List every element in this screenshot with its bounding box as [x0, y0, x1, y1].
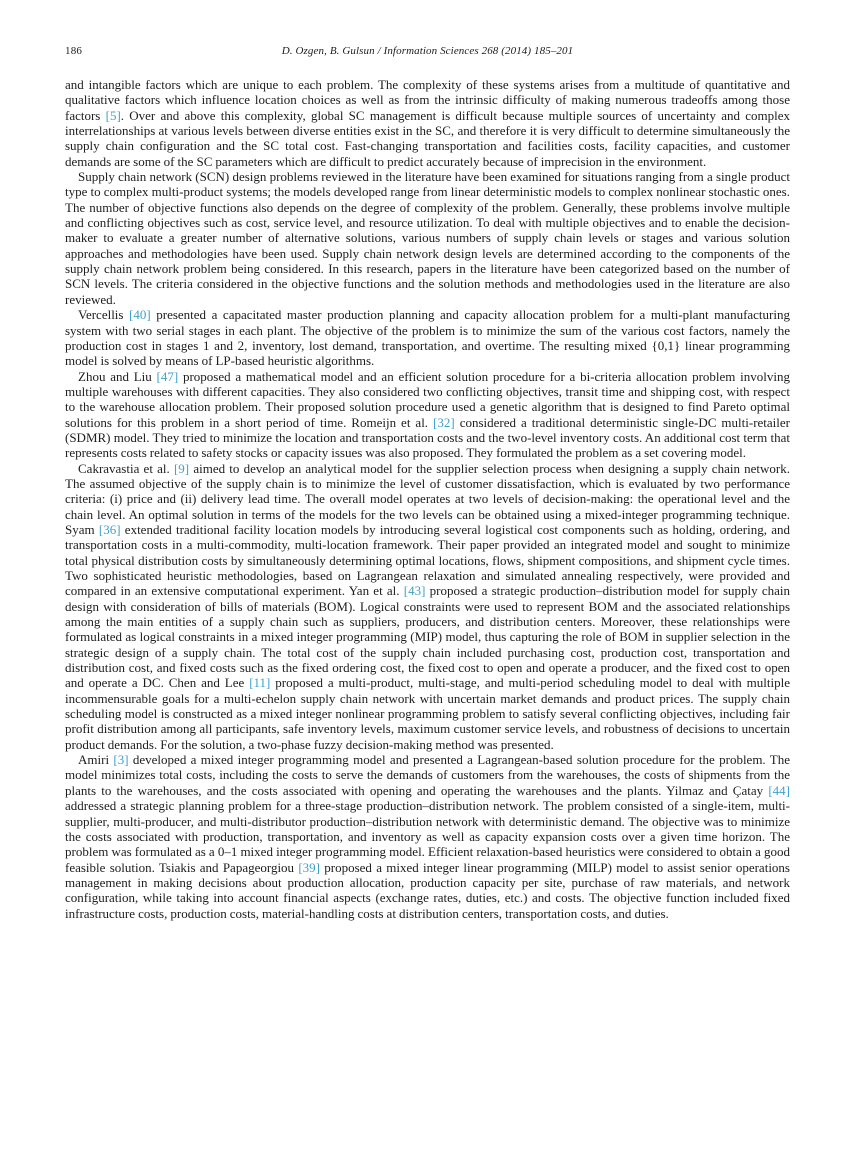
body-text: Amiri	[78, 752, 114, 768]
citation-link[interactable]: [11]	[249, 675, 271, 691]
citation-link[interactable]: [3]	[113, 752, 129, 768]
body-text: . Over and above this complexity, global SC management is difficult because multiple sources of uncertainty and complex interrelationships at various levels between diverse entities exist in the SC, and therefore it is very difficult to determine simultaneously the supply chain configuration and the SC total cost. Fast-changing transportation and facilities costs, facility capacities, and customer demands are some of the SC parameters which are difficult to predict accurately because of imprecision in the environment.	[65, 107, 790, 169]
body-text: Vercellis	[78, 307, 130, 323]
citation-link[interactable]: [36]	[98, 521, 121, 537]
paragraph	[65, 369, 790, 461]
body-text: proposed a strategic production–distribution model for supply chain design with consideration of bills of materials (BOM). Logical constraints were used to represent BOM and the associated relationships among the main entities of a supply chain such as suppliers, producers, and distribution centers. Moreover, these relationships were formulated as logical constraints in a mixed integer programming (MIP) model, thus capturing the role of BOM in supplier selection in the strategic design of a supply chain. The total cost of the supply chain included purchasing cost, production cost, transportation and distribution cost, and fixed costs such as the fixed ordering cost, the fixed cost to open and operate a producer, and the fixed cost to open and operate a DC. Chen and Lee	[65, 583, 790, 691]
body-text: proposed a mathematical model and an efficient solution procedure for a bi-criteria allocation problem involving multiple warehouses with different capacities. They also considered two conflicting objectives, transit time and shipping cost, with respect to the warehouse allocation problem. Their proposed solution procedure used a genetic algorithm that is designed to find Pareto optimal solutions for this problem in a short period of time. Romeijn et al.	[65, 368, 790, 430]
citation-link[interactable]: [47]	[156, 368, 179, 384]
body-text: proposed a multi-product, multi-stage, and multi-period scheduling model to deal with multiple incommensurable goals for a multi-echelon supply chain network with uncertain market demands and product prices. The supply chain scheduling model is constructed as a mixed integer nonlinear programming problem to satisfy several conflicting objectives, including fair profit distribution among all participants, safe inventory levels, maximum customer service levels, and robustness of decisions to uncertain product demands. For the solution, a two-phase fuzzy decision-making method was presented.	[65, 675, 790, 752]
body-text: Zhou and Liu	[78, 368, 157, 384]
body-text: addressed a strategic planning problem for a three-stage production–distribution network. The problem consisted of a single-item, multi-supplier, multi-producer, and multi-distributor production–distribution network with deterministic demand. The objective was to minimize the costs associated with production, transportation, and inventory as well as capacity expansion costs over a given time horizon. The problem was formulated as a 0–1 mixed integer programming model. Efficient relaxation-based heuristics were considered to obtain a good feasible solution. Tsiakis and Papageorgiou	[65, 798, 790, 875]
body-text: proposed a mixed integer linear programming (MILP) model to assist senior operations management in making decisions about production allocation, production capacity per site, purchase of raw materials, and network configuration, while taking into account financial aspects (exchange rates, duties, etc.) and costs. The objective function included fixed infrastructure costs, production costs, material-handling costs at distribution centers, transportation costs, and duties.	[65, 859, 790, 921]
body-text: Cakravastia et al.	[78, 460, 174, 476]
body-text: extended traditional facility location models by introducing several logistical cost components such as holding, ordering, and transportation costs in a multi-commodity, multi-location framework. Their paper provided an integrated model and sought to minimize total physical distribution costs by simultaneously determining optimal locations, flows, shipment compositions, and shipment cycle times. Two sophisticated heuristic methodologies, based on Lagrangean relaxation and simulated annealing respectively, were provided and compared in an extensive computational experiment. Yan et al.	[65, 521, 790, 599]
body-text: and intangible factors which are unique to each problem. The complexity of these systems arises from a multitude of quantitative and qualitative factors which influence location choices as well as from the intrinsic difficulty of making numerous tradeoffs among those factors	[65, 77, 790, 123]
citation-link[interactable]: [39]	[298, 859, 320, 875]
body-text: Supply chain network (SCN) design problems reviewed in the literature have been examined for situations ranging from a single product type to complex multi-product systems; the models developed range from linear deterministic models to complex nonlinear stochastic ones. The number of objective functions also depends on the degree of complexity of the problem. Generally, these problems involve multiple and conflicting objectives such as cost, service level, and resource utilization. To deal with multiple objectives and to enable the decision-maker to evaluate a greater number of alternative solutions, various numbers of supply chain levels or stages and various solution approaches and methodologies have been used. Supply chain network design levels are determined according to the components of the supply chain network problem being considered. In this research, papers in the literature have been categorized based on the number of SCN levels. The criteria considered in the objective functions and the solution methods and methodologies used in the literature are also reviewed.	[65, 169, 790, 307]
page-number: 186	[65, 45, 83, 57]
page-header	[65, 45, 790, 61]
paragraph	[65, 307, 790, 368]
citation-link[interactable]: [43]	[403, 583, 426, 599]
body-text: considered a traditional deterministic single-DC multi-retailer (SDMR) model. They tried to minimize the location and transportation costs and the two-level inventory costs. An additional cost term that represents costs related to safety stocks or capacity issues was also proposed. They formulated the problem as a set covering model.	[65, 414, 791, 461]
paragraph	[65, 169, 790, 307]
citation-link[interactable]: [5]	[105, 107, 121, 123]
citation-link[interactable]: [9]	[173, 460, 190, 476]
paragraph	[65, 752, 790, 921]
running-head: D. Ozgen, B. Gulsun / Information Sciences 268 (2014) 185–201	[281, 45, 574, 57]
body-text: developed a mixed integer programming model and presented a Lagrangean-based solution procedure for the problem. The model minimizes total costs, including the costs to serve the demands of customers from the warehouses, the costs of shipments from the plants to the warehouses, and the costs associated with opening and operating the warehouses and the plants. Yilmaz and Çatay	[65, 752, 790, 798]
paragraph	[65, 461, 790, 753]
article-body	[65, 77, 790, 921]
citation-link[interactable]: [40]	[129, 307, 151, 323]
citation-link[interactable]: [32]	[433, 414, 455, 430]
body-text: aimed to develop an analytical model for the supplier selection process when designing a supply chain network. The assumed objective of the supply chain is to minimize the level of customer dissatisfaction, which is evaluated by two performance criteria: (i) price and (ii) delivery lead time. The overall model operates at two levels of decision-making: the operational level and the chain level. An optimal solution in terms of the models for the two levels can be obtained using a mixed-integer programming technique. Syam	[65, 460, 791, 537]
body-text: presented a capacitated master production planning and capacity allocation problem for a multi-plant manufacturing system with two serial stages in each plant. The objective of the problem is to minimize the sum of the various cost factors, namely the production cost in stages 1 and 2, inventory, lost demand, transportation, and overtime. The resulting mixed {0,1} linear programming model is solved by means of LP-based heuristic algorithms.	[65, 307, 790, 369]
citation-link[interactable]: [44]	[768, 782, 790, 798]
paragraph	[65, 77, 790, 169]
